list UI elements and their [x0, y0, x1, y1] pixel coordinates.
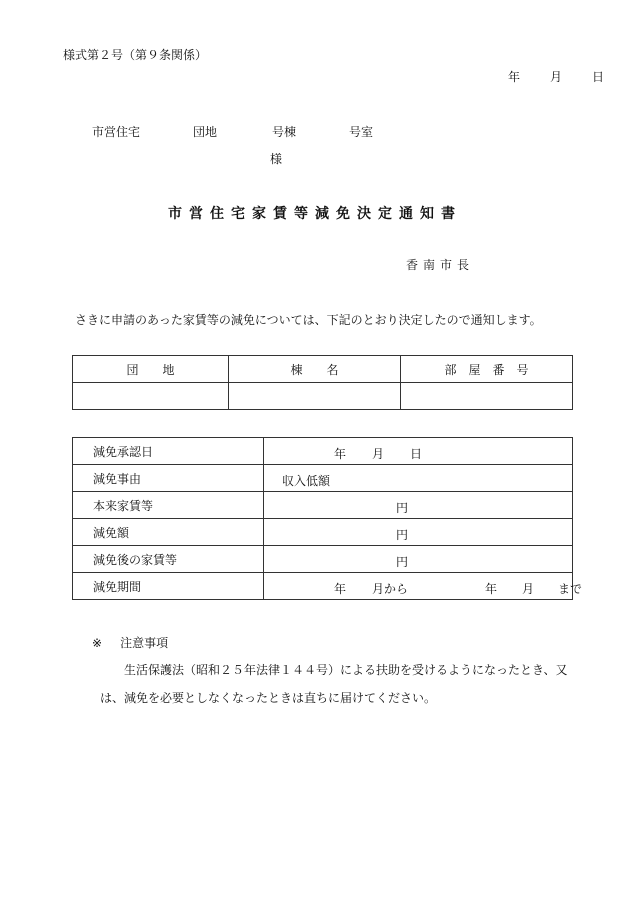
form-number: 様式第２号（第９条関係） [63, 48, 208, 62]
period-start-month: 月から [372, 582, 409, 596]
header-building-name: 棟 名 [229, 356, 401, 383]
table-row [73, 573, 573, 600]
reduction-amount-value[interactable] [264, 519, 573, 546]
table-row [73, 383, 573, 410]
table-row [73, 438, 573, 465]
date-day: 日 [592, 70, 605, 84]
period-end-month: 月 [522, 582, 535, 596]
approval-year: 年 [334, 447, 347, 461]
reduced-rent-label: 減免後の家賃等 [73, 546, 264, 573]
reduced-rent-value[interactable] [264, 546, 573, 573]
notes-heading-text: 注意事項 [120, 636, 169, 650]
intro-text: さきに申請のあった家賃等の減免については、下記のとおり決定したので通知します。 [75, 313, 542, 327]
room-label: 号室 [349, 125, 374, 139]
reduction-period-value[interactable] [264, 573, 583, 600]
building-label: 号棟 [272, 125, 297, 139]
base-rent-value[interactable] [264, 492, 573, 519]
header-complex: 団 地 [73, 356, 229, 383]
period-end-suffix: まで [558, 582, 583, 596]
period-end-year: 年 [485, 582, 498, 596]
reduction-period-label: 減免期間 [73, 573, 264, 600]
notes-heading [92, 634, 168, 651]
date-year: 年 [508, 70, 521, 84]
document-title: 市営住宅家賃等減免決定通知書 [168, 206, 462, 222]
note-line-2: は、減免を必要としなくなったときは直ちに届けてください。 [100, 691, 437, 705]
complex-value[interactable] [73, 383, 229, 410]
issue-date [508, 68, 604, 85]
issuer: 香南市長 [406, 258, 475, 272]
reduction-amount-label: 減免額 [73, 519, 264, 546]
approval-month: 月 [372, 447, 385, 461]
table-row [73, 465, 573, 492]
yen-unit: 円 [396, 501, 409, 515]
header-room-number: 部 屋 番 号 [401, 356, 573, 383]
note-mark-icon: ※ [92, 636, 103, 650]
honorific: 様 [270, 152, 283, 166]
location-table [72, 355, 573, 410]
room-number-value[interactable] [401, 383, 573, 410]
period-start-year: 年 [334, 582, 347, 596]
reduction-details-table [72, 437, 583, 600]
base-rent-label: 本来家賃等 [73, 492, 264, 519]
yen-unit: 円 [396, 528, 409, 542]
building-name-value[interactable] [229, 383, 401, 410]
table-header-row [73, 356, 573, 383]
date-month: 月 [550, 70, 563, 84]
approval-day: 日 [410, 447, 423, 461]
reason-value[interactable] [264, 465, 573, 492]
table-row [73, 546, 573, 573]
reason-text: 収入低額 [282, 474, 331, 488]
complex-label: 団地 [193, 125, 218, 139]
yen-unit: 円 [396, 555, 409, 569]
approval-date-label: 減免承認日 [73, 438, 264, 465]
table-row [73, 519, 573, 546]
table-row [73, 492, 573, 519]
reason-label: 減免事由 [73, 465, 264, 492]
note-line-1: 生活保護法（昭和２５年法律１４４号）による扶助を受けるようになったとき、又 [124, 663, 568, 677]
housing-label: 市営住宅 [92, 125, 141, 139]
approval-date-value[interactable] [264, 438, 573, 465]
